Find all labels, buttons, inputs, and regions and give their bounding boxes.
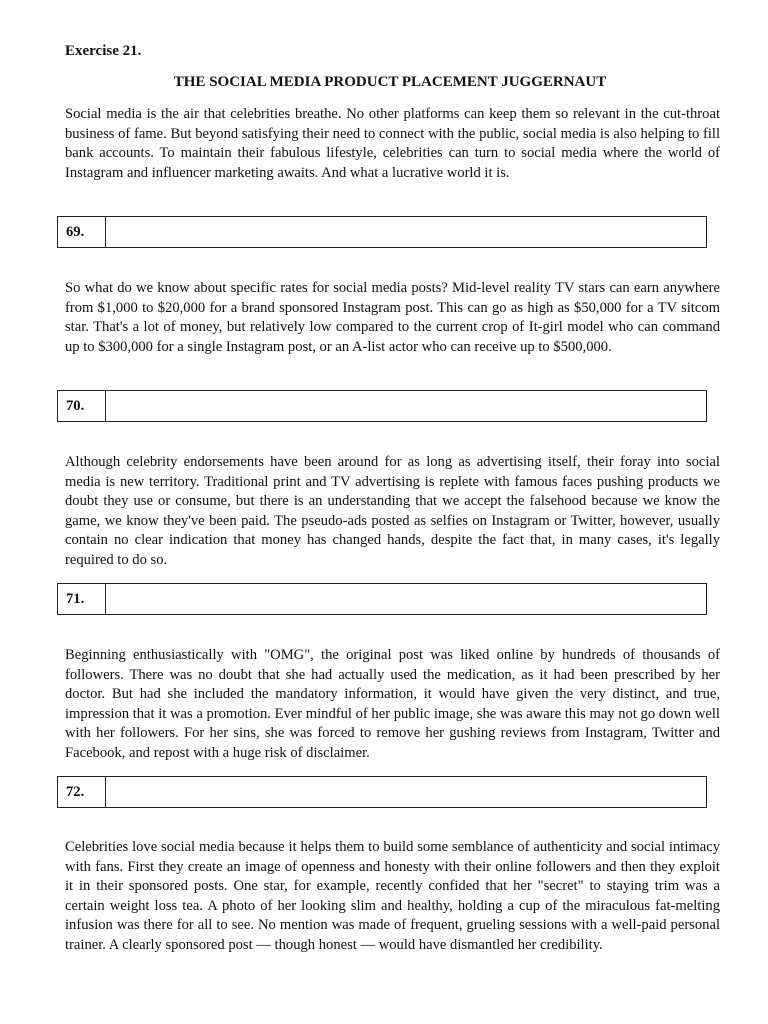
paragraph-5: Celebrities love social media because it helps them to build some semblance of authenticity and social intimacy with fans. First they create an image of openness and honesty with their online followers and then they exploit it in their sponsored posts. One star, for example, recently confided that her "secret" to staying trim was a certain weight loss tea. A photo of her looking slim and healthy, holding a cup of the miraculous fat-melting infusion was there for all to see. No mention was made of frequent, grueling sessions with a well-paid personal trainer. A clearly sponsored post — though honest — would have dismantled her credibility. bbox=[65, 839, 720, 953]
answer-number: 72. bbox=[58, 777, 106, 807]
answer-field-71[interactable] bbox=[106, 584, 706, 614]
paragraph-3: Although celebrity endorsements have been around for as long as advertising itself, their foray into social media is new territory. Traditional print and TV advertising is replete with famous faces pushing products we doubt they use or consume, but there is an understanding that we accept the falsehood because we know the game, we know they've been paid. The pseudo-ads posted as selfies on Instagram or Twitter, however, usually contain no clear indication that money has changed hands, despite the fact that, in many cases, it's legally required to do so. bbox=[65, 454, 720, 568]
answer-number: 69. bbox=[58, 217, 106, 247]
answer-box-71 bbox=[57, 583, 707, 615]
page-title: THE SOCIAL MEDIA PRODUCT PLACEMENT JUGGERNAUT bbox=[173, 74, 607, 90]
answer-box-69 bbox=[57, 216, 707, 248]
answer-number: 71. bbox=[58, 584, 106, 614]
answer-field-72[interactable] bbox=[106, 777, 706, 807]
answer-number: 70. bbox=[58, 391, 106, 421]
answer-field-69[interactable] bbox=[106, 217, 706, 247]
paragraph-2: So what do we know about specific rates for social media posts? Mid-level reality TV stars can earn anywhere from $1,000 to $20,000 for a brand sponsored Instagram post. This can go as high as $50,000 for a TV sitcom star. That's a lot of money, but relatively low compared to the current crop of It-girl model who can command up to $300,000 for a single Instagram post, or an A-list actor who can receive up to $500,000. bbox=[65, 280, 720, 355]
paragraph-4: Beginning enthusiastically with "OMG", the original post was liked online by hundreds of thousands of followers. There was no doubt that she had actually used the medication, as it had been prescribed by her doctor. But had she included the mandatory information, it would have given the very distinct, and true, impression that it was a promotion. Ever mindful of her public image, she was aware this may not go down well with her followers. For her sins, she was forced to remove her gushing reviews from Instagram, Twitter and Facebook, and repost with a huge risk of disclaimer. bbox=[65, 647, 720, 761]
answer-box-70 bbox=[57, 390, 707, 422]
answer-field-70[interactable] bbox=[106, 391, 706, 421]
paragraph-1: Social media is the air that celebrities breathe. No other platforms can keep them so relevant in the cut-throat business of fame. But beyond satisfying their need to connect with the public, social media is also helping to fill bank accounts. To maintain their fabulous lifestyle, celebrities can turn to social media where the world of Instagram and influencer marketing awaits. And what a lucrative world it is. bbox=[65, 106, 720, 181]
exercise-label: Exercise 21. bbox=[65, 43, 142, 59]
answer-box-72 bbox=[57, 776, 707, 808]
